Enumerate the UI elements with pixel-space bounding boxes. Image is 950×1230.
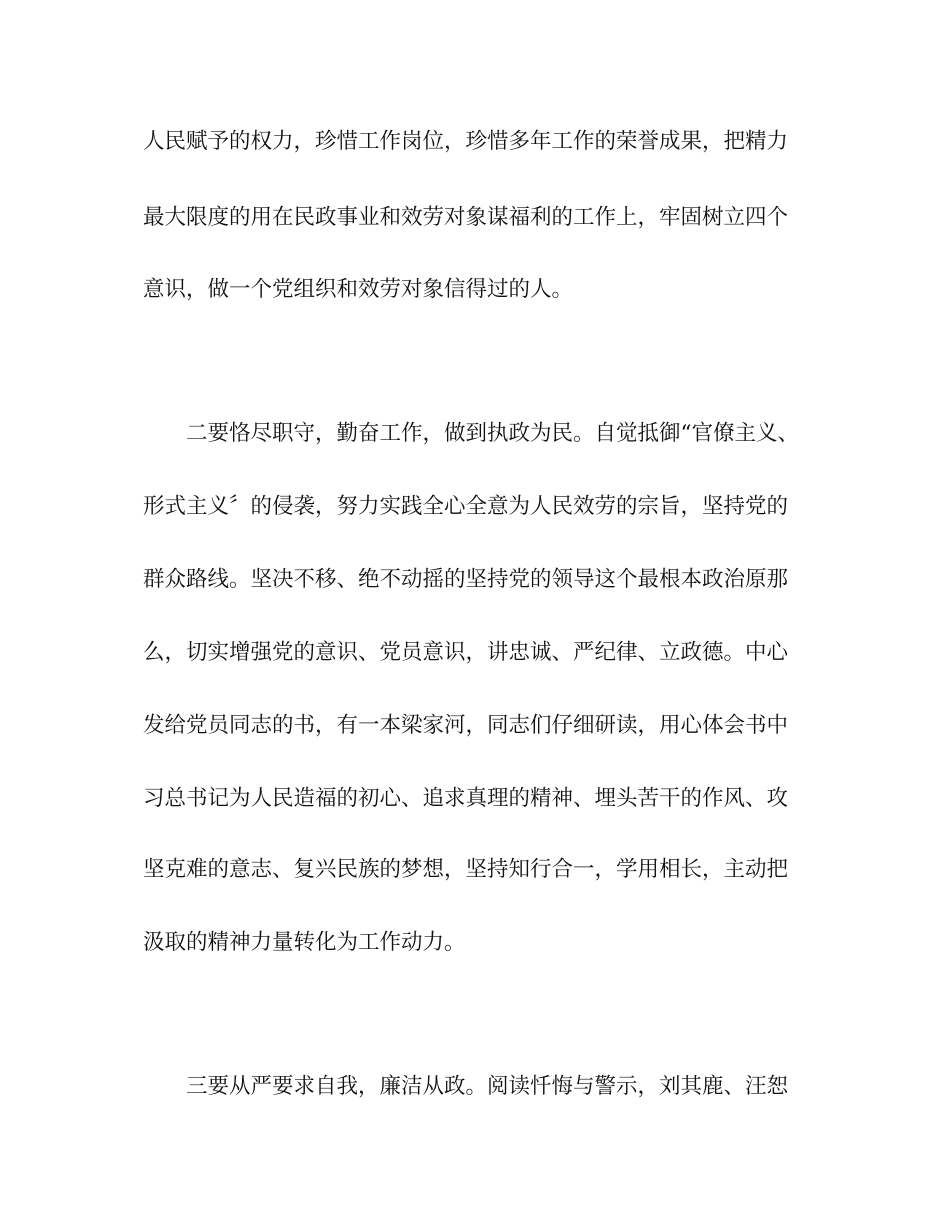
paragraph-2-line-4: 么，切实增强党的意识、党员意识，讲忠诚、严纪律、立政德。中心 [143,640,789,665]
paragraph-2-line-1: 二要恪尽职守，勤奋工作，做到执政为民。自觉抵御“官僚主义、 [186,421,799,446]
paragraph-2-line-2: 形式主义〞的侵袭，努力实践全心全意为人民效劳的宗旨，坚持党的 [143,494,789,519]
paragraph-1-line-3: 意识，做一个党组织和效劳对象信得过的人。 [143,277,574,302]
paragraph-2-line-5: 发给党员同志的书，有一本梁家河，同志们仔细研读，用心体会书中 [143,713,789,738]
paragraph-2-line-7: 坚克难的意志、复兴民族的梦想，坚持知行合一，学用相长，主动把 [143,857,789,882]
paragraph-1-line-1: 人民赋予的权力，珍惜工作岗位，珍惜多年工作的荣誉成果，把精力 [143,129,789,154]
paragraph-3-line-1: 三要从严要求自我，廉洁从政。阅读忏悔与警示，刘其鹿、汪恕 [186,1074,789,1099]
paragraph-2-line-6: 习总书记为人民造福的初心、追求真理的精神、埋头苦干的作风、攻 [143,786,789,811]
paragraph-1-line-2: 最大限度的用在民政事业和效劳对象谋福利的工作上，牢固树立四个 [143,205,789,230]
paragraph-2-line-8: 汲取的精神力量转化为工作动力。 [143,930,466,955]
paragraph-2-line-3: 群众路线。坚决不移、绝不动摇的坚持党的领导这个最根本政治原那 [143,567,789,592]
